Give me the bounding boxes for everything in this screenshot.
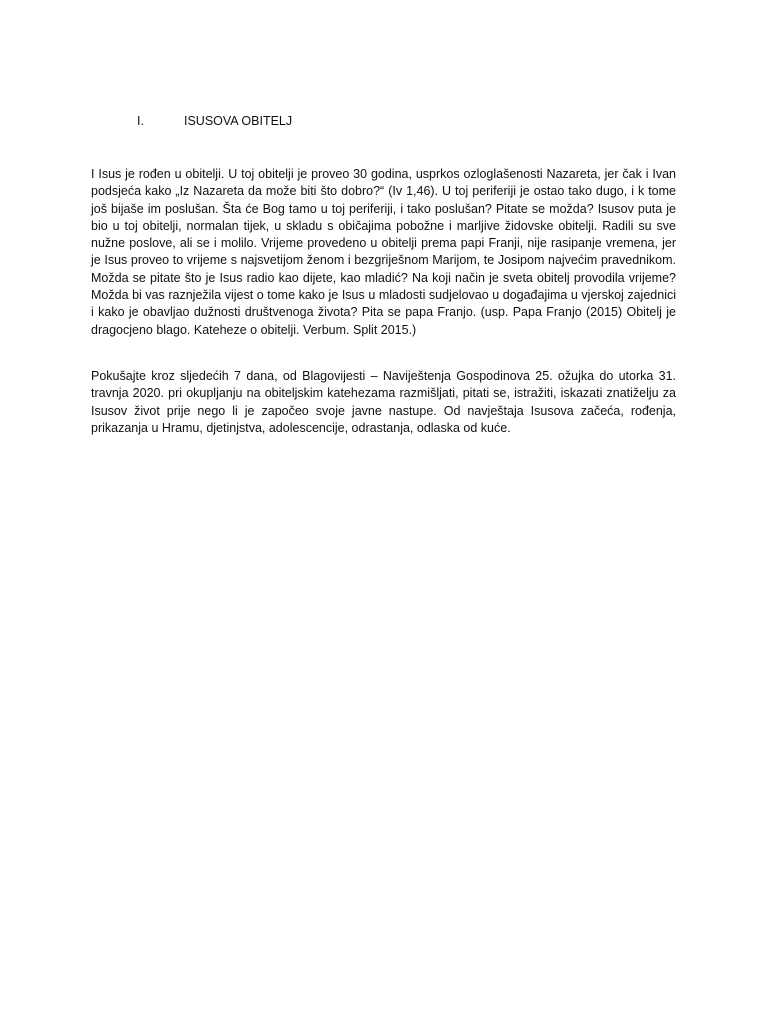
- paragraph-intro: I Isus je rođen u obitelji. U toj obitelji je proveo 30 godina, usprkos ozloglašenosti Nazareta, jer čak i Ivan podsjeća kako „Iz Nazareta da može biti što dobro?“ (Iv 1,46). U toj periferiji je ostao tako dugo, i k tome još bijaše im poslušan. Šta će Bog tamo u toj periferiji, i tako poslušan? Pitate se možda? Isusov puta je bio u toj obitelji, normalan tijek, u skladu s običajima pobožne i marljive židovske obitelji. Radili su sve nužne poslove, ali se i molilo. Vrijeme provedeno u obitelji prema papi Franji, nije rasipanje vremena, jer je Isus proveo to vrijeme s najsvetijom ženom i bezgriješnom Marijom, te Josipom najvećim pravednikom. Možda se pitate što je Isus radio kao dijete, kao mladić? Na koji način je sveta obitelj provodila vrijeme? Možda bi vas raznježila vijest o tome kako je Isus u mladosti sudjelovao u događajima u vjerskoj zajednici i kako je obavljao dužnosti društvenoga života? Pita se papa Franjo. (usp. Papa Franjo (2015) Obitelj je dragocjeno blago. Kateheze o obitelji. Verbum. Split 2015.): [91, 167, 676, 337]
- section-title: ISUSOVA OBITELJ: [184, 114, 293, 128]
- section-heading: [137, 113, 292, 129]
- section-number: I.: [137, 114, 144, 128]
- paragraph-instructions: Pokušajte kroz sljedećih 7 dana, od Blagovijesti – Naviještenja Gospodinova 25. ožujka do utorka 31. travnja 2020. pri okupljanju na obiteljskim katehezama razmišljati, pitati se, istražiti, iskazati znatiželju za Isusov život prije nego li je započeo svoje javne nastupe. Od navještaja Isusova začeća, rođenja, prikazanja u Hramu, djetinjstva, adolescencije, odrastanja, odlaska od kuće.: [91, 369, 676, 435]
